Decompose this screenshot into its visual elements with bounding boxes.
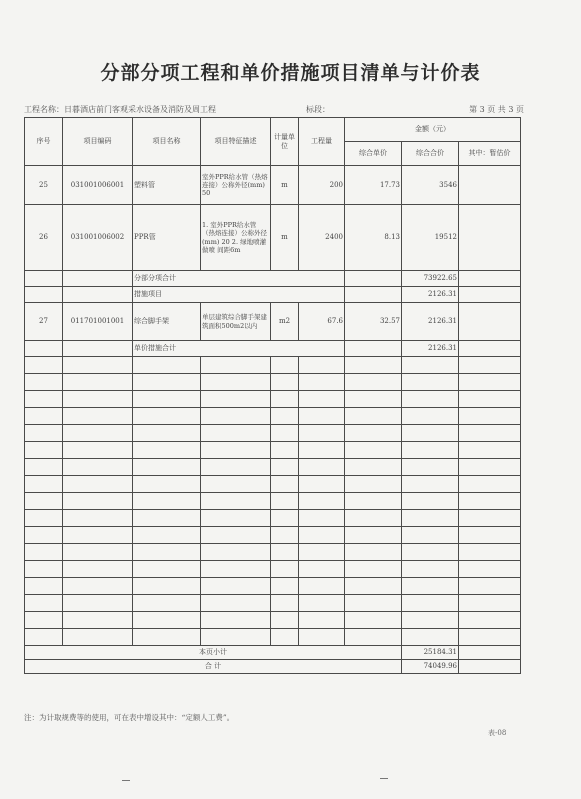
empty-cell bbox=[345, 544, 402, 561]
empty-cell bbox=[271, 408, 299, 425]
empty-row bbox=[25, 527, 521, 544]
row-total-price: 2126.31 bbox=[402, 303, 459, 341]
empty-cell bbox=[63, 510, 133, 527]
empty-cell bbox=[402, 561, 459, 578]
empty-row bbox=[25, 595, 521, 612]
empty-cell bbox=[201, 357, 271, 374]
project-name: 工程名称：日暮酒店前门客观采水设备及消防及周工程 bbox=[24, 105, 216, 114]
empty-cell bbox=[299, 527, 345, 544]
row-unit-price: 17.73 bbox=[345, 166, 402, 205]
empty-row bbox=[25, 578, 521, 595]
empty-cell bbox=[133, 595, 201, 612]
row-quantity: 2400 bbox=[299, 205, 345, 271]
empty-cell bbox=[345, 595, 402, 612]
empty-cell bbox=[459, 357, 521, 374]
col-index-header: 序号 bbox=[25, 118, 63, 166]
col-feature-header: 项目特征描述 bbox=[201, 118, 271, 166]
grand-total-row bbox=[25, 660, 521, 674]
row-name: 塑料管 bbox=[133, 166, 201, 205]
empty-cell bbox=[63, 476, 133, 493]
row-index: 27 bbox=[25, 303, 63, 341]
empty-cell bbox=[402, 459, 459, 476]
empty-cell bbox=[299, 561, 345, 578]
empty-cell bbox=[345, 493, 402, 510]
empty-cell bbox=[299, 374, 345, 391]
row-code: 031001006001 bbox=[63, 166, 133, 205]
empty-cell bbox=[201, 442, 271, 459]
empty-cell bbox=[345, 442, 402, 459]
empty-cell bbox=[25, 357, 63, 374]
empty-cell bbox=[402, 578, 459, 595]
subtotal-division-total: 73922.65 bbox=[402, 271, 459, 287]
empty-cell bbox=[459, 595, 521, 612]
empty-cell bbox=[271, 459, 299, 476]
row-provisional bbox=[459, 205, 521, 271]
empty-cell bbox=[133, 493, 201, 510]
empty-cell bbox=[201, 391, 271, 408]
empty-cell bbox=[133, 510, 201, 527]
empty-cell bbox=[201, 459, 271, 476]
page-subtotal-total: 25184.31 bbox=[402, 646, 459, 660]
empty-cell bbox=[402, 527, 459, 544]
empty-cell bbox=[345, 391, 402, 408]
empty-cell bbox=[299, 391, 345, 408]
empty-cell bbox=[459, 578, 521, 595]
empty-cell bbox=[25, 544, 63, 561]
empty-row bbox=[25, 493, 521, 510]
empty-cell bbox=[201, 561, 271, 578]
empty-cell bbox=[271, 578, 299, 595]
empty-cell bbox=[459, 442, 521, 459]
col-name-header: 项目名称 bbox=[133, 118, 201, 166]
empty-cell bbox=[402, 476, 459, 493]
empty-cell bbox=[402, 510, 459, 527]
row-code: 031001006002 bbox=[63, 205, 133, 271]
empty-cell bbox=[25, 510, 63, 527]
empty-cell bbox=[133, 476, 201, 493]
row-unit: m bbox=[271, 166, 299, 205]
blank-rows bbox=[25, 357, 521, 646]
row-unit-price: 32.57 bbox=[345, 303, 402, 341]
header-line bbox=[24, 104, 524, 117]
empty-cell bbox=[25, 629, 63, 646]
empty-cell bbox=[402, 391, 459, 408]
empty-cell bbox=[299, 595, 345, 612]
empty-cell bbox=[299, 493, 345, 510]
empty-cell bbox=[271, 391, 299, 408]
row-quantity: 200 bbox=[299, 166, 345, 205]
empty-cell bbox=[25, 425, 63, 442]
empty-cell bbox=[201, 629, 271, 646]
empty-cell bbox=[63, 629, 133, 646]
empty-cell bbox=[345, 357, 402, 374]
empty-row bbox=[25, 459, 521, 476]
col-provisional-header: 其中：暂估价 bbox=[459, 142, 521, 166]
empty-cell bbox=[299, 544, 345, 561]
empty-cell bbox=[25, 459, 63, 476]
empty-cell bbox=[63, 391, 133, 408]
empty-cell bbox=[201, 374, 271, 391]
empty-cell bbox=[271, 476, 299, 493]
empty-cell bbox=[271, 442, 299, 459]
empty-cell bbox=[345, 578, 402, 595]
empty-row bbox=[25, 408, 521, 425]
empty-cell bbox=[63, 357, 133, 374]
empty-cell bbox=[299, 578, 345, 595]
empty-cell bbox=[459, 374, 521, 391]
empty-cell bbox=[271, 425, 299, 442]
empty-cell bbox=[459, 561, 521, 578]
row-provisional bbox=[459, 303, 521, 341]
empty-cell bbox=[63, 578, 133, 595]
empty-cell bbox=[345, 561, 402, 578]
table-row bbox=[25, 205, 521, 271]
empty-cell bbox=[459, 425, 521, 442]
empty-cell bbox=[271, 544, 299, 561]
row-name: PPR管 bbox=[133, 205, 201, 271]
empty-cell bbox=[201, 612, 271, 629]
empty-cell bbox=[345, 527, 402, 544]
empty-cell bbox=[459, 408, 521, 425]
empty-cell bbox=[271, 374, 299, 391]
empty-cell bbox=[25, 408, 63, 425]
empty-cell bbox=[25, 612, 63, 629]
row-feature: 室外PPR给水管（热熔连接）公称外径(mm) 50 bbox=[201, 166, 271, 205]
row-total-price: 3546 bbox=[402, 166, 459, 205]
empty-cell bbox=[25, 561, 63, 578]
empty-cell bbox=[133, 408, 201, 425]
empty-cell bbox=[201, 476, 271, 493]
col-quantity-header: 工程量 bbox=[299, 118, 345, 166]
empty-cell bbox=[201, 527, 271, 544]
empty-cell bbox=[133, 442, 201, 459]
empty-cell bbox=[299, 442, 345, 459]
row-quantity: 67.6 bbox=[299, 303, 345, 341]
row-total-price: 19512 bbox=[402, 205, 459, 271]
empty-cell bbox=[63, 425, 133, 442]
row-index: 26 bbox=[25, 205, 63, 271]
empty-cell bbox=[345, 476, 402, 493]
empty-cell bbox=[271, 357, 299, 374]
row-unit: m2 bbox=[271, 303, 299, 341]
empty-cell bbox=[133, 357, 201, 374]
empty-cell bbox=[402, 612, 459, 629]
empty-row bbox=[25, 476, 521, 493]
empty-cell bbox=[299, 408, 345, 425]
empty-cell bbox=[299, 425, 345, 442]
empty-cell bbox=[133, 527, 201, 544]
empty-cell bbox=[133, 374, 201, 391]
empty-cell bbox=[299, 612, 345, 629]
empty-cell bbox=[271, 527, 299, 544]
row-feature: 1. 室外PPR给水管（热熔连接）公称外径(mm) 20 2. 绿地喷灌 做喷 间距6m bbox=[201, 205, 271, 271]
empty-cell bbox=[299, 476, 345, 493]
row-name: 综合脚手架 bbox=[133, 303, 201, 341]
empty-cell bbox=[133, 561, 201, 578]
scan-mark bbox=[380, 778, 388, 779]
empty-cell bbox=[345, 629, 402, 646]
table-row bbox=[25, 303, 521, 341]
empty-cell bbox=[271, 510, 299, 527]
page-subtotal-label: 本页小计 bbox=[25, 646, 402, 660]
measures-label: 措施项目 bbox=[133, 287, 345, 303]
empty-cell bbox=[459, 629, 521, 646]
empty-cell bbox=[25, 493, 63, 510]
empty-cell bbox=[201, 408, 271, 425]
empty-cell bbox=[402, 425, 459, 442]
grand-total-value: 74049.96 bbox=[402, 660, 459, 674]
empty-cell bbox=[63, 493, 133, 510]
empty-cell bbox=[201, 493, 271, 510]
empty-cell bbox=[345, 425, 402, 442]
empty-cell bbox=[459, 459, 521, 476]
empty-cell bbox=[402, 493, 459, 510]
footnote: 注：为计取规费等的使用，可在表中增设其中：“定额人工费”。 bbox=[24, 713, 235, 722]
page-subtotal-row bbox=[25, 646, 521, 660]
measures-subtotal-total: 2126.31 bbox=[402, 341, 459, 357]
empty-row bbox=[25, 612, 521, 629]
empty-cell bbox=[201, 510, 271, 527]
empty-cell bbox=[201, 544, 271, 561]
empty-cell bbox=[63, 544, 133, 561]
empty-cell bbox=[63, 374, 133, 391]
empty-cell bbox=[25, 578, 63, 595]
empty-cell bbox=[345, 459, 402, 476]
empty-row bbox=[25, 357, 521, 374]
subtotal-division-row bbox=[25, 271, 521, 287]
empty-cell bbox=[459, 544, 521, 561]
pricing-table bbox=[24, 117, 521, 674]
empty-cell bbox=[459, 493, 521, 510]
empty-row bbox=[25, 374, 521, 391]
empty-cell bbox=[25, 442, 63, 459]
col-unit-header: 计量单位 bbox=[271, 118, 299, 166]
row-unit: m bbox=[271, 205, 299, 271]
empty-cell bbox=[201, 425, 271, 442]
measures-subtotal-label: 单价措施合计 bbox=[133, 341, 345, 357]
subtotal-division-label: 分部分项合计 bbox=[133, 271, 345, 287]
empty-cell bbox=[63, 442, 133, 459]
empty-cell bbox=[25, 476, 63, 493]
empty-cell bbox=[133, 578, 201, 595]
empty-row bbox=[25, 561, 521, 578]
empty-cell bbox=[345, 408, 402, 425]
measures-row bbox=[25, 287, 521, 303]
grand-total-label: 合 计 bbox=[25, 660, 402, 674]
empty-cell bbox=[402, 544, 459, 561]
empty-cell bbox=[201, 595, 271, 612]
document-title: 分部分项工程和单价措施项目清单与计价表 bbox=[100, 62, 481, 84]
empty-cell bbox=[133, 612, 201, 629]
empty-cell bbox=[459, 510, 521, 527]
row-provisional bbox=[459, 166, 521, 205]
empty-cell bbox=[201, 578, 271, 595]
empty-cell bbox=[402, 629, 459, 646]
empty-cell bbox=[25, 391, 63, 408]
empty-cell bbox=[133, 391, 201, 408]
col-unit-price-header: 综合单价 bbox=[345, 142, 402, 166]
empty-cell bbox=[402, 595, 459, 612]
table-row bbox=[25, 166, 521, 205]
empty-cell bbox=[63, 612, 133, 629]
empty-cell bbox=[299, 629, 345, 646]
empty-cell bbox=[345, 510, 402, 527]
col-amount-group-header: 金额（元） bbox=[345, 118, 521, 142]
empty-cell bbox=[299, 357, 345, 374]
empty-cell bbox=[402, 374, 459, 391]
empty-cell bbox=[271, 629, 299, 646]
empty-cell bbox=[402, 408, 459, 425]
empty-cell bbox=[25, 527, 63, 544]
empty-cell bbox=[271, 493, 299, 510]
measures-total: 2126.31 bbox=[402, 287, 459, 303]
empty-cell bbox=[63, 459, 133, 476]
empty-cell bbox=[63, 408, 133, 425]
empty-cell bbox=[25, 374, 63, 391]
empty-cell bbox=[402, 357, 459, 374]
empty-cell bbox=[345, 374, 402, 391]
empty-row bbox=[25, 442, 521, 459]
section-label: 标段： bbox=[306, 105, 330, 114]
row-feature: 单层建筑综合脚手架建筑面积500m2以内 bbox=[201, 303, 271, 341]
scan-mark bbox=[122, 780, 130, 781]
empty-row bbox=[25, 425, 521, 442]
header-row-1 bbox=[25, 118, 521, 142]
empty-cell bbox=[271, 561, 299, 578]
row-index: 25 bbox=[25, 166, 63, 205]
form-code: 表-08 bbox=[488, 729, 507, 737]
empty-cell bbox=[459, 476, 521, 493]
empty-cell bbox=[402, 442, 459, 459]
empty-cell bbox=[459, 527, 521, 544]
empty-cell bbox=[133, 425, 201, 442]
empty-cell bbox=[459, 391, 521, 408]
empty-cell bbox=[459, 612, 521, 629]
measures-subtotal-row bbox=[25, 341, 521, 357]
empty-cell bbox=[63, 595, 133, 612]
empty-cell bbox=[345, 612, 402, 629]
empty-row bbox=[25, 629, 521, 646]
empty-row bbox=[25, 391, 521, 408]
col-code-header: 项目编码 bbox=[63, 118, 133, 166]
col-total-price-header: 综合合价 bbox=[402, 142, 459, 166]
empty-cell bbox=[63, 527, 133, 544]
empty-cell bbox=[63, 561, 133, 578]
empty-row bbox=[25, 510, 521, 527]
row-unit-price: 8.13 bbox=[345, 205, 402, 271]
row-code: 011701001001 bbox=[63, 303, 133, 341]
empty-cell bbox=[271, 612, 299, 629]
empty-cell bbox=[25, 595, 63, 612]
empty-row bbox=[25, 544, 521, 561]
page-counter: 第 3 页 共 3 页 bbox=[469, 105, 524, 114]
empty-cell bbox=[299, 459, 345, 476]
empty-cell bbox=[133, 459, 201, 476]
empty-cell bbox=[299, 510, 345, 527]
empty-cell bbox=[271, 595, 299, 612]
empty-cell bbox=[133, 629, 201, 646]
empty-cell bbox=[133, 544, 201, 561]
